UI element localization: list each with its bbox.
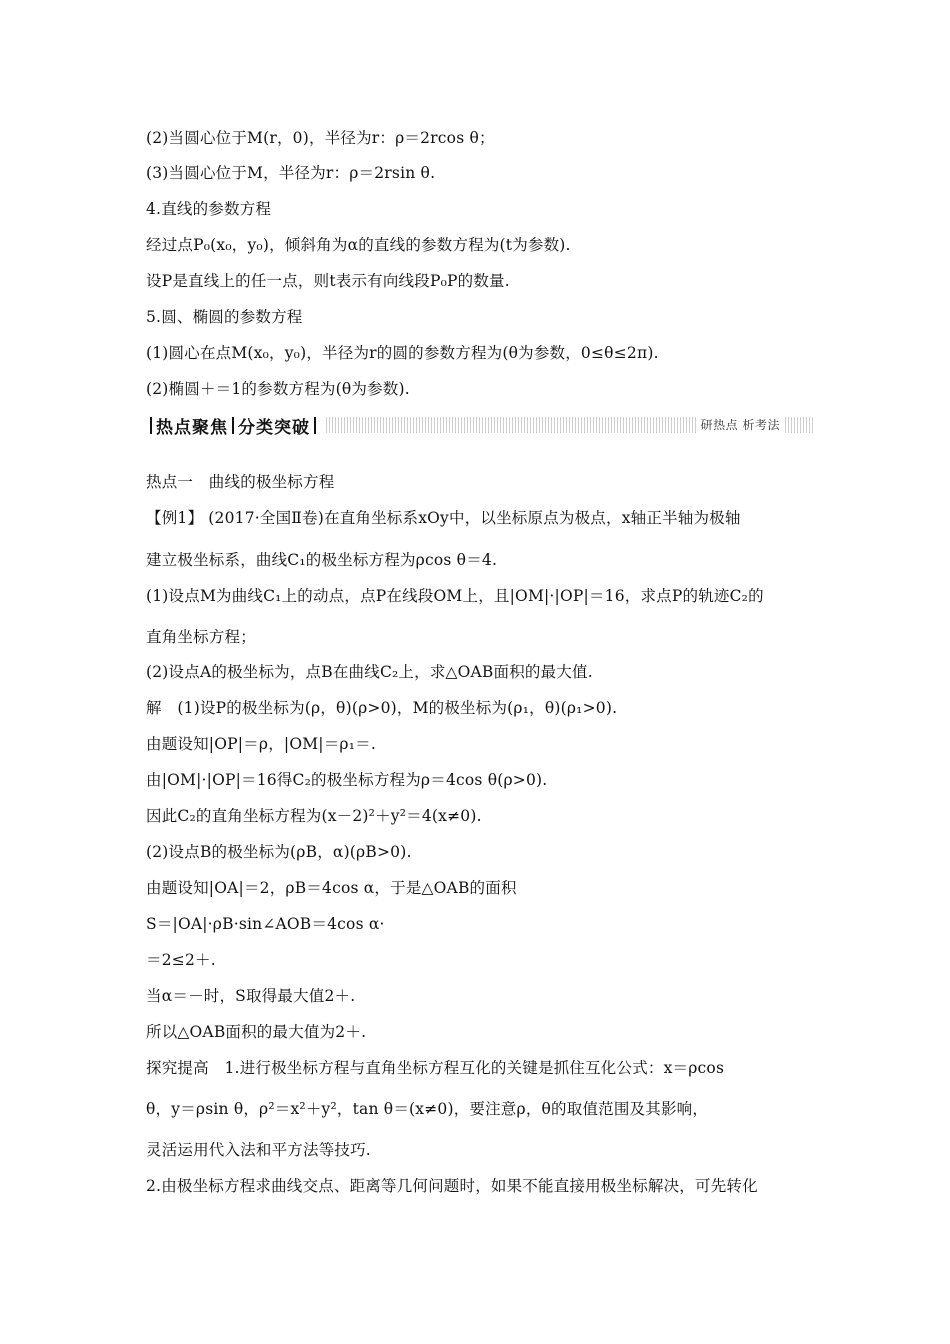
text-line: 灵活运用代入法和平方法等技巧. bbox=[146, 1141, 371, 1159]
text-line: (2)椭圆＋＝1的参数方程为(θ为参数). bbox=[146, 380, 410, 398]
text-line: (2)设点B的极坐标为(ρB，α)(ρB>0). bbox=[146, 843, 412, 861]
text-line: θ，y＝ρsin θ，ρ²＝x²＋y²，tan θ＝(x≠0)，要注意ρ，θ的取值范围及其影响， bbox=[146, 1100, 709, 1118]
banner-divider bbox=[150, 417, 152, 434]
section-heading: 4.直线的参数方程 bbox=[146, 200, 272, 218]
banner-divider bbox=[314, 417, 316, 434]
text-line: 探究提高 1.进行极坐标方程与直角坐标方程互化的关键是抓住互化公式：x＝ρcos bbox=[146, 1059, 725, 1077]
text-line: (1)圆心在点M(x₀，y₀)，半径为r的圆的参数方程为(θ为参数，0≤θ≤2π). bbox=[146, 344, 659, 362]
text-line: 经过点P₀(x₀，y₀)，倾斜角为α的直线的参数方程为(t为参数). bbox=[146, 236, 571, 254]
text-line: (3)当圆心位于M，半径为r：ρ＝2rsin θ. bbox=[146, 164, 436, 182]
text-line: 直角坐标方程； bbox=[146, 628, 256, 646]
text-line: (2)设点A的极坐标为，点B在曲线C₂上，求△OAB面积的最大值. bbox=[146, 663, 593, 681]
text-line: 因此C₂的直角坐标方程为(x－2)²＋y²＝4(x≠0). bbox=[146, 807, 482, 825]
text-line: 由题设知|OA|＝2，ρB＝4cos α，于是△OAB的面积 bbox=[146, 879, 517, 897]
text-line: 设P是直线上的任一点，则t表示有向线段P₀P的数量. bbox=[146, 272, 510, 290]
text-line: S＝|OA|·ρB·sin∠AOB＝4cos α· bbox=[146, 915, 385, 933]
text-line: 由题设知|OP|＝ρ，|OM|＝ρ₁＝. bbox=[146, 735, 376, 753]
banner-title-a: 热点聚焦 bbox=[156, 417, 228, 438]
text-line: (2)当圆心位于M(r，0)，半径为r：ρ＝2rcos θ； bbox=[146, 129, 495, 147]
banner-divider bbox=[232, 417, 234, 434]
text-line: (1)设点M为曲线C₁上的动点，点P在线段OM上，且|OM|·|OP|＝16，求点P的轨迹C₂的 bbox=[146, 587, 764, 605]
text-line: 2.由极坐标方程求曲线交点、距离等几何问题时，如果不能直接用极坐标解决，可先转化 bbox=[146, 1177, 758, 1195]
text-line: ＝2≤2＋. bbox=[146, 951, 216, 969]
section-banner bbox=[146, 414, 814, 436]
text-line: 建立极坐标系，曲线C₁的极坐标方程为ρcos θ＝4. bbox=[146, 551, 498, 569]
text-line: 解 (1)设P的极坐标为(ρ，θ)(ρ>0)，M的极坐标为(ρ₁，θ)(ρ₁>0). bbox=[146, 699, 618, 717]
text-line: 所以△OAB面积的最大值为2＋. bbox=[146, 1023, 367, 1041]
banner-title bbox=[146, 414, 320, 436]
banner-title-b: 分类突破 bbox=[238, 417, 310, 438]
section-heading: 5.圆、椭圆的参数方程 bbox=[146, 308, 303, 326]
text-line: 由|OM|·|OP|＝16得C₂的极坐标方程为ρ＝4cos θ(ρ>0). bbox=[146, 771, 548, 789]
section-heading: 热点一 曲线的极坐标方程 bbox=[146, 473, 335, 491]
text-line: 当α＝－时，S取得最大值2＋. bbox=[146, 987, 356, 1005]
banner-subtitle: 研热点 析考法 bbox=[697, 417, 784, 433]
text-line: 【例1】 (2017·全国Ⅱ卷)在直角坐标系xOy中，以坐标原点为极点，x轴正半轴为极轴 bbox=[146, 509, 741, 527]
